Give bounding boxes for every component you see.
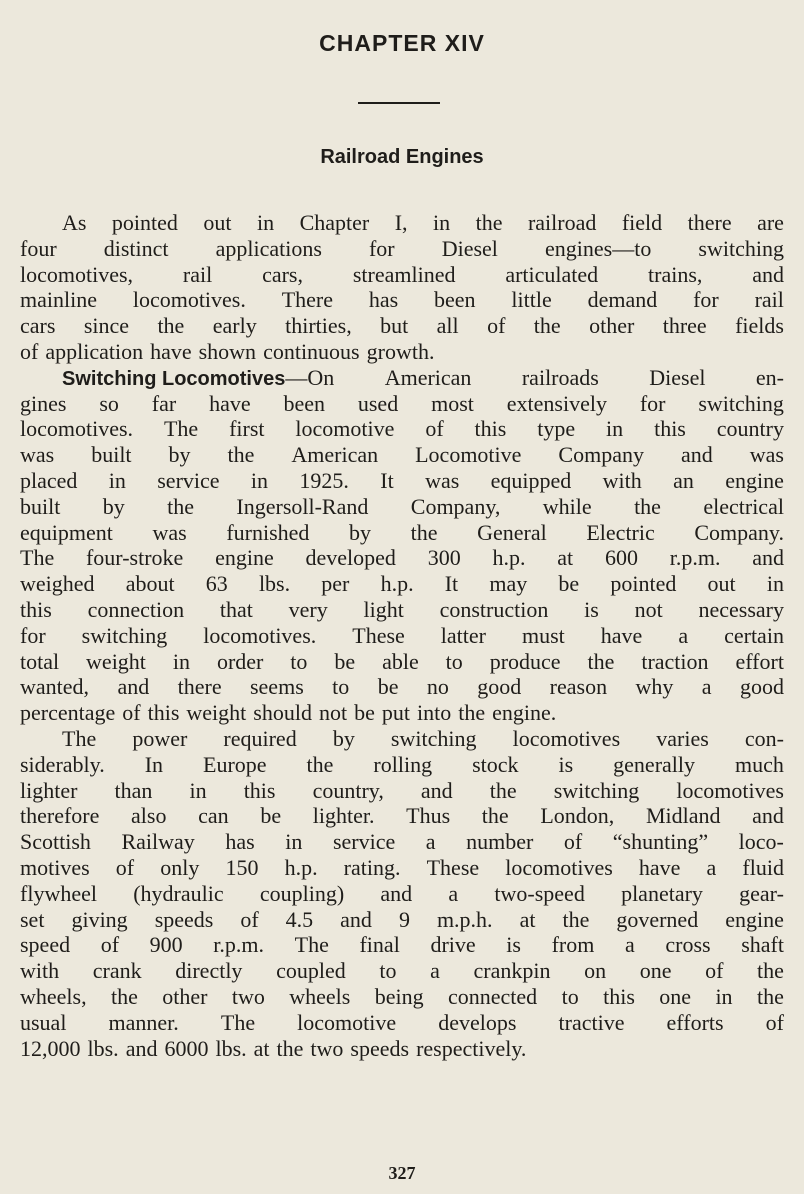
- text-line: percentage of this weight should not be put into the engine.: [20, 700, 557, 726]
- text-line: siderably. In Europe the rolling stock is generally much: [20, 751, 784, 777]
- text-line: flywheel (hydraulic coupling) and a two-speed planetary gear-: [20, 880, 784, 906]
- text-line: speed of 900 r.p.m. The final drive is from a cross shaft: [20, 932, 784, 958]
- body-text: [20, 210, 784, 1061]
- text-line: 12,000 lbs. and 6000 lbs. at the two speeds respectively.: [20, 1035, 527, 1061]
- text-line: Scottish Railway has in service a number of “shunting” loco-: [20, 829, 784, 855]
- text-line: motives of only 150 h.p. rating. These locomotives have a fluid: [20, 854, 784, 880]
- text-line: The four-stroke engine developed 300 h.p. at 600 r.p.m. and: [20, 545, 784, 571]
- text-line: four distinct applications for Diesel engines—to switching: [20, 235, 784, 261]
- text-line: this connection that very light construction is not necessary: [20, 596, 784, 622]
- text-line: wheels, the other two wheels being connected to this one in the: [20, 983, 784, 1009]
- section-title: Railroad Engines: [320, 146, 484, 168]
- run-in-heading: Switching Locomotives: [62, 367, 286, 390]
- text-line: of application have shown continuous growth.: [20, 338, 435, 364]
- text-line: cars since the early thirties, but all of the other three fields: [20, 313, 784, 339]
- text-line: with crank directly coupled to a crankpin on one of the: [20, 958, 784, 984]
- heading-divider: [358, 102, 440, 104]
- text-line: gines so far have been used most extensively for switching: [20, 390, 784, 416]
- text-line: set giving speeds of 4.5 and 9 m.p.h. at the governed engine: [20, 906, 784, 932]
- text-line: usual manner. The locomotive develops tractive efforts of: [20, 1009, 784, 1035]
- chapter-heading: CHAPTER XIV: [319, 30, 485, 56]
- text-line: locomotives. The first locomotive of this type in this country: [20, 416, 784, 442]
- text-line: equipment was furnished by the General Electric Company.: [20, 519, 784, 545]
- text-line: was built by the American Locomotive Company and was: [20, 442, 784, 468]
- page-number: 327: [388, 1163, 416, 1183]
- text-line: The power required by switching locomotives varies con-: [62, 725, 784, 751]
- text-line: total weight in order to be able to produce the traction effort: [20, 648, 784, 674]
- text-line: mainline locomotives. There has been little demand for rail: [20, 287, 784, 313]
- text-line: locomotives, rail cars, streamlined articulated trains, and: [20, 261, 784, 287]
- text-line: placed in service in 1925. It was equipped with an engine: [20, 467, 784, 493]
- text-line: wanted, and there seems to be no good reason why a good: [20, 674, 784, 700]
- text-line: therefore also can be lighter. Thus the London, Midland and: [20, 803, 784, 829]
- text-line: Switching Locomotives—On American railroads Diesel en-: [62, 364, 784, 390]
- text-line: built by the Ingersoll-Rand Company, while the electrical: [20, 493, 784, 519]
- text-line: weighed about 63 lbs. per h.p. It may be pointed out in: [20, 571, 784, 597]
- text-line: for switching locomotives. These latter must have a certain: [20, 622, 784, 648]
- text-line: As pointed out in Chapter I, in the railroad field there are: [62, 210, 784, 235]
- text-line: lighter than in this country, and the switching locomotives: [20, 777, 784, 803]
